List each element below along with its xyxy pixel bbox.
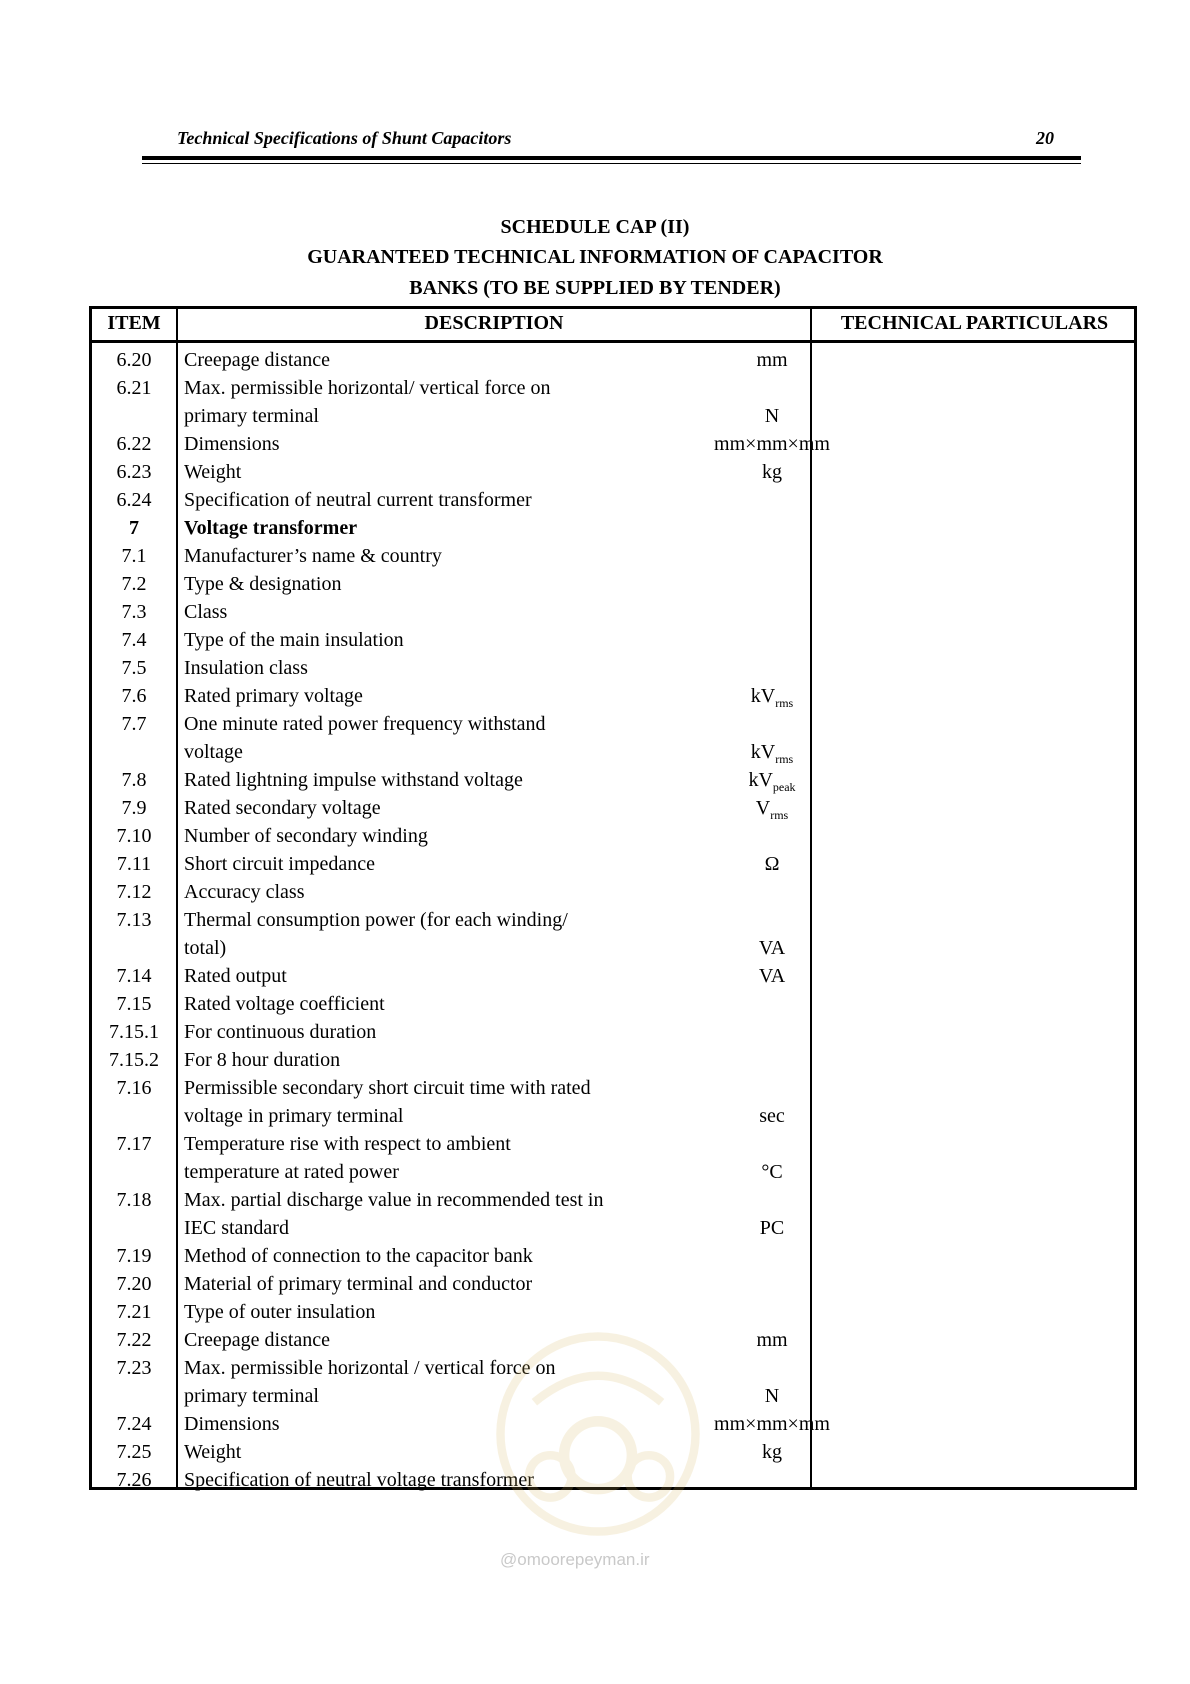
item-number: 7.24 (116, 1413, 152, 1435)
item-number: 7.11 (116, 853, 152, 875)
item-number: 6.23 (116, 461, 152, 483)
table-row (92, 654, 1134, 682)
table-row (92, 682, 1134, 710)
table-row (92, 626, 1134, 654)
item-number: 6.20 (116, 349, 152, 371)
item-number: 7.16 (116, 1077, 152, 1099)
unit-symbol: mm×mm×mm (714, 433, 830, 455)
item-description: Specification of neutral voltage transformer (184, 1469, 534, 1491)
item-number: 7.6 (121, 685, 147, 707)
item-unit (652, 850, 892, 878)
item-description: Class (184, 601, 228, 623)
header-rule (142, 156, 1081, 160)
table-row (92, 990, 1134, 1018)
item-unit (652, 346, 892, 374)
item-description: Insulation class (184, 657, 308, 679)
item-description: Creepage distance (184, 1329, 331, 1351)
item-number: 7.13 (116, 909, 152, 931)
item-unit (652, 962, 892, 990)
item-number: 7.25 (116, 1441, 152, 1463)
watermark-logo (492, 1328, 704, 1540)
column-header-technical-particulars: TECHNICAL PARTICULARS (840, 312, 1109, 334)
unit-symbol: °C (761, 1161, 783, 1183)
item-number: 7.2 (121, 573, 147, 595)
item-number: 6.21 (116, 377, 152, 399)
column-header-item: ITEM (107, 312, 161, 334)
table-row (92, 430, 1134, 458)
page-number: 20 (1036, 128, 1054, 148)
item-number: 7.10 (116, 825, 152, 847)
item-number: 7.8 (121, 769, 147, 791)
item-description: Dimensions (184, 433, 280, 455)
table-row (92, 1046, 1134, 1074)
table-row (92, 878, 1134, 906)
table-row (92, 850, 1134, 878)
header-title: Technical Specifications of Shunt Capacitors (177, 128, 512, 148)
item-number: 7.5 (121, 657, 147, 679)
item-description: Method of connection to the capacitor bank (184, 1245, 533, 1267)
item-description: Accuracy class (184, 881, 305, 903)
unit-symbol: V (755, 797, 771, 819)
item-number: 7.19 (116, 1245, 152, 1267)
unit-symbol: mm (756, 1329, 788, 1351)
item-unit (652, 934, 892, 962)
item-description: Number of secondary winding (184, 825, 428, 847)
item-number: 7.15.1 (109, 1021, 159, 1043)
table-row (92, 514, 1134, 542)
table-row (92, 1186, 1134, 1242)
table-row (92, 598, 1134, 626)
item-number: 7.9 (121, 797, 147, 819)
item-number: 6.22 (116, 433, 152, 455)
table-row (92, 710, 1134, 766)
unit-symbol: VA (758, 937, 786, 959)
table-row (92, 794, 1134, 822)
table-row (92, 1074, 1134, 1130)
unit-symbol: sec (759, 1105, 785, 1127)
table-row (92, 1242, 1134, 1270)
item-unit (652, 1214, 892, 1242)
item-unit (652, 430, 892, 458)
item-number: 7.4 (121, 629, 147, 651)
table-row (92, 458, 1134, 486)
unit-subscript: rms (775, 752, 794, 766)
item-number: 7.15.2 (109, 1049, 159, 1071)
unit-symbol: VA (758, 965, 786, 987)
item-description: Type & designation (184, 573, 342, 595)
item-unit (652, 402, 892, 430)
item-description: For continuous duration (184, 1021, 377, 1043)
unit-symbol: kV (750, 741, 776, 763)
table-row (92, 766, 1134, 794)
item-number: 7.1 (121, 545, 147, 567)
watermark-text: @omoorepeyman.ir (500, 1550, 650, 1569)
unit-symbol: kV (750, 685, 776, 707)
item-description: Specification of neutral current transformer (184, 489, 532, 511)
item-description: Dimensions (184, 1413, 280, 1435)
table-row (92, 1298, 1134, 1326)
table-row (92, 1130, 1134, 1186)
table-row (92, 570, 1134, 598)
item-number: 7.12 (116, 881, 152, 903)
item-description: Rated lightning impulse withstand voltage (184, 769, 523, 791)
item-number: 7.23 (116, 1357, 152, 1379)
item-description: Weight (184, 1441, 242, 1463)
item-description: Max. permissible horizontal / vertical force on primary terminal (184, 1357, 556, 1407)
header-rule-thin (142, 163, 1081, 164)
unit-symbol: mm (756, 349, 788, 371)
item-description: One minute rated power frequency withstand voltage (184, 713, 546, 763)
header-divider (92, 340, 1134, 343)
unit-subscript: peak (772, 780, 796, 794)
table-body (92, 346, 1134, 1494)
table-row (92, 1270, 1134, 1298)
table-row (92, 822, 1134, 850)
item-number: 6.24 (116, 489, 152, 511)
unit-symbol: kV (748, 769, 773, 791)
schedule-subtitle-2: BANKS (TO BE SUPPLIED BY TENDER) (409, 277, 781, 299)
unit-subscript: rms (770, 808, 789, 822)
item-unit (652, 1102, 892, 1130)
table-row (92, 1018, 1134, 1046)
table-row (92, 374, 1134, 430)
item-number: 7.18 (116, 1189, 152, 1211)
unit-symbol: kg (762, 1441, 782, 1463)
item-description: Type of outer insulation (184, 1301, 376, 1323)
item-description: Weight (184, 461, 242, 483)
unit-symbol: kg (762, 461, 782, 483)
item-description: For 8 hour duration (184, 1049, 341, 1071)
unit-symbol: PC (759, 1217, 785, 1239)
item-description: Thermal consumption power (for each winding/ total) (184, 909, 568, 959)
unit-symbol: Ω (764, 853, 780, 875)
item-number: 7.14 (116, 965, 152, 987)
item-description: Type of the main insulation (184, 629, 404, 651)
item-number: 7.17 (116, 1133, 152, 1155)
schedule-title: SCHEDULE CAP (II) (500, 216, 690, 238)
table-row (92, 962, 1134, 990)
item-description: Manufacturer’s name & country (184, 545, 442, 567)
unit-symbol: mm×mm×mm (714, 1413, 830, 1435)
schedule-subtitle-1: GUARANTEED TECHNICAL INFORMATION OF CAPACITOR (307, 246, 883, 268)
item-number: 7.15 (116, 993, 152, 1015)
item-description: Rated secondary voltage (184, 797, 381, 819)
item-description: Max. partial discharge value in recommended test in IEC standard (184, 1189, 604, 1239)
item-description: Short circuit impedance (184, 853, 376, 875)
table-row (92, 486, 1134, 514)
column-header-description: DESCRIPTION (424, 312, 564, 334)
item-description: Material of primary terminal and conductor (184, 1273, 533, 1295)
item-description: Rated output (184, 965, 287, 987)
item-number: 7.21 (116, 1301, 152, 1323)
unit-subscript: rms (775, 696, 794, 710)
unit-symbol: N (764, 405, 780, 427)
unit-symbol: N (764, 1385, 780, 1407)
item-number: 7.3 (121, 601, 147, 623)
item-unit (652, 1158, 892, 1186)
item-number: 7.7 (121, 713, 147, 735)
item-description: Voltage transformer (184, 517, 358, 539)
item-description: Permissible secondary short circuit time with rated voltage in primary terminal (184, 1077, 591, 1127)
item-number: 7.20 (116, 1273, 152, 1295)
table-row (92, 346, 1134, 374)
table-row (92, 906, 1134, 962)
table-row (92, 542, 1134, 570)
item-unit (652, 458, 892, 486)
item-number: 7.26 (116, 1469, 152, 1491)
specifications-table (89, 306, 1137, 1490)
item-description: Rated voltage coefficient (184, 993, 385, 1015)
item-number: 7 (129, 517, 139, 539)
item-description: Temperature rise with respect to ambient temperature at rated power (184, 1133, 511, 1183)
item-description: Rated primary voltage (184, 685, 363, 707)
item-number: 7.22 (116, 1329, 152, 1351)
item-description: Creepage distance (184, 349, 331, 371)
item-description: Max. permissible horizontal/ vertical force on primary terminal (184, 377, 551, 427)
